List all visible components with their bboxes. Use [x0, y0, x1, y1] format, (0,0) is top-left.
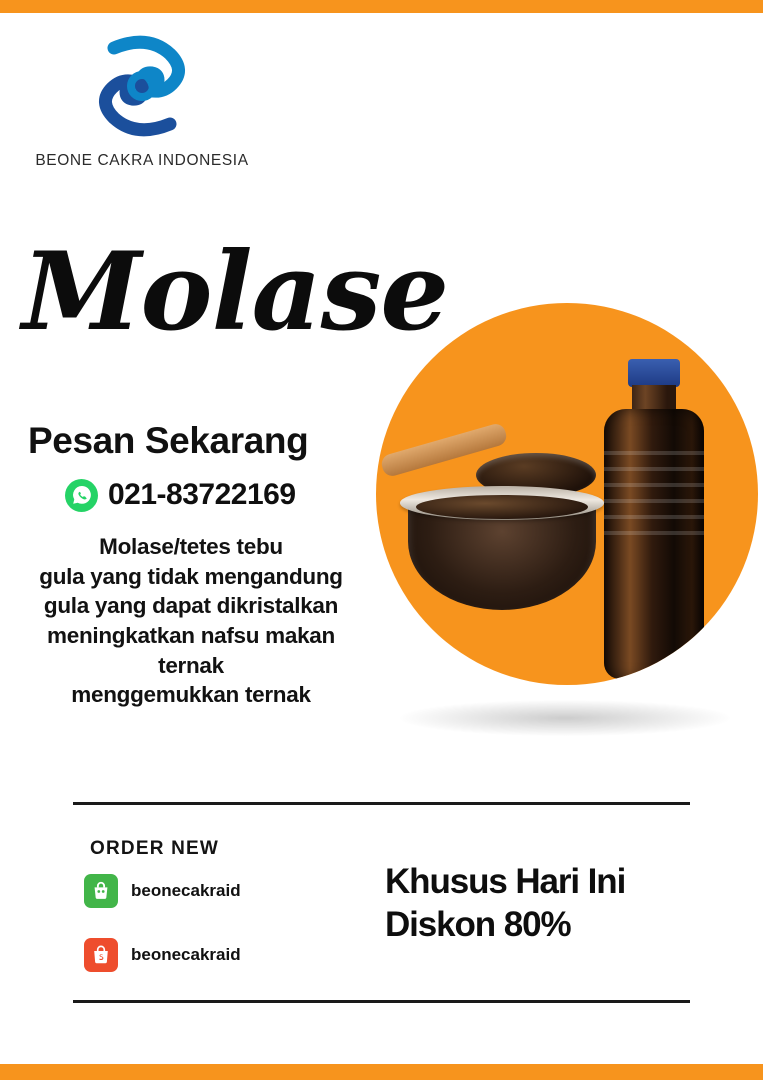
bottle-ribs	[604, 451, 704, 547]
top-accent-bar	[0, 0, 763, 13]
promo-line: Khusus Hari Ini	[385, 862, 626, 901]
product-shadow	[400, 700, 730, 736]
page-title: Molase	[22, 229, 449, 355]
list-item[interactable]	[84, 938, 241, 972]
molasses-surface	[416, 495, 588, 519]
beone-cakra-logo-icon	[86, 30, 198, 142]
order-channels-heading: ORDER NEW	[90, 838, 220, 859]
promo-line: Diskon 80%	[385, 905, 571, 945]
shopee-icon	[84, 938, 118, 972]
product-image	[376, 303, 758, 685]
molasses-bottle	[598, 359, 710, 681]
shop-handle: beonecakraid	[131, 945, 241, 964]
brand-logo-block	[12, 30, 272, 170]
divider-top	[73, 802, 690, 805]
bottom-accent-bar	[0, 1064, 763, 1080]
tokopedia-icon	[84, 874, 118, 908]
description-line: gula yang tidak mengandung	[39, 563, 343, 589]
phone-number: 021-83722169	[108, 478, 296, 511]
bottle-neck	[632, 385, 676, 411]
description-line: Molase/tetes tebu	[99, 534, 283, 559]
promo-text	[385, 860, 715, 946]
order-now-heading: Pesan Sekarang	[28, 420, 309, 461]
bottle-cap	[628, 359, 680, 387]
description-line: ternak	[158, 652, 224, 678]
product-description	[0, 532, 382, 710]
description-line: meningkatkan nafsu makan	[47, 623, 335, 649]
divider-bottom	[73, 1000, 690, 1003]
whatsapp-icon	[65, 479, 98, 512]
description-line: menggemukkan ternak	[71, 682, 311, 708]
brand-name: BEONE CAKRA INDONESIA	[35, 152, 249, 169]
whatsapp-contact[interactable]	[65, 478, 296, 512]
shop-handle: beonecakraid	[131, 881, 241, 900]
list-item[interactable]	[84, 874, 241, 908]
description-line: gula yang dapat dikristalkan	[43, 593, 339, 619]
